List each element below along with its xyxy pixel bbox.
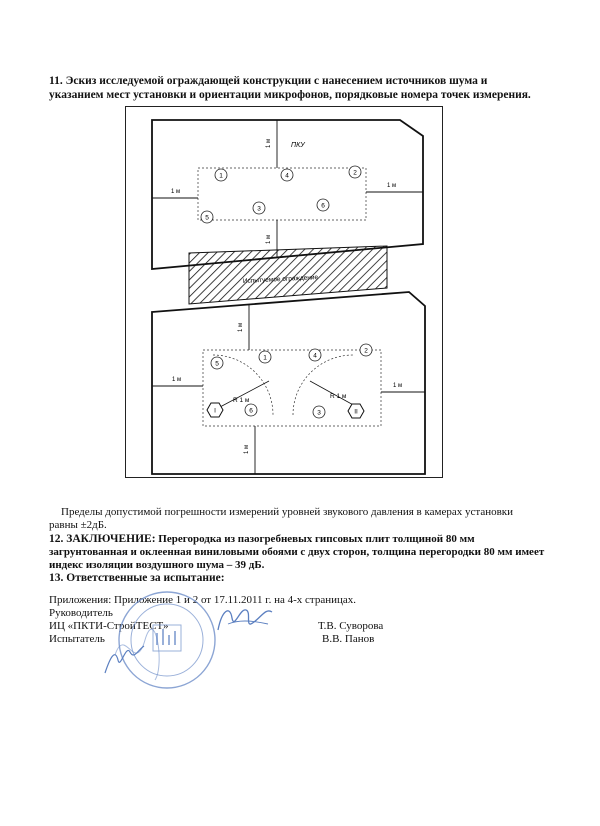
lower-mic-4 [309,349,321,361]
section-11-heading [49,74,559,102]
noise-source-1 [207,403,223,417]
upper-mic-2 [349,166,361,178]
lower-mic-5 [211,357,223,369]
dim-upper-right: 1 м [387,183,397,189]
svg-text:3: 3 [317,409,321,417]
appendix-line: Приложения: Приложение 1 и 2 от 17.11.2011 г. на 4-х страницах. [49,594,356,606]
dim-upper-left: 1 м [171,189,181,195]
radius-arc-right [293,352,353,415]
svg-text:6: 6 [321,202,325,210]
heading-line-2: указанием мест установки и ориентации микрофонов, порядковые номера точек измерения. [49,89,531,101]
upper-mic-5 [201,211,213,223]
tester-signature [100,638,150,678]
conclusion-line-2: загрунтованная и оклеенная виниловыми обоями с двух сторон, толщина перегородки 80 мм имеет [49,546,545,558]
error-note [49,506,554,532]
conclusion-lead: 12. ЗАКЛЮЧЕНИЕ: [49,533,156,545]
svg-text:5: 5 [215,360,219,368]
room-label: ПКУ [291,142,305,149]
construction-sketch [125,106,443,478]
head-signature [210,600,280,640]
tester-title: Испытатель [49,633,105,645]
org-name: ИЦ «ПКТИ-СтройТЕСТ» [49,620,169,632]
svg-text:1: 1 [263,354,267,362]
error-note-line-2: равны ±2дБ. [49,519,107,531]
lower-mic-2 [360,344,372,356]
partition-label: Испытуемое ограждение [242,274,319,285]
upper-mic-1 [215,169,227,181]
head-title: Руководитель [49,607,113,619]
conclusion [49,533,554,572]
svg-text:1: 1 [219,172,223,180]
svg-text:I: I [214,407,216,415]
svg-text:3: 3 [257,205,261,213]
dim-lower-right: 1 м [393,383,403,389]
lower-mic-1 [259,351,271,363]
dim-upper-bottom: 1 м [266,234,272,244]
error-note-line-1: Пределы допустимой погрешности измерений уровней звукового давления в камерах установки [61,506,514,518]
svg-text:2: 2 [353,169,357,177]
upper-mic-6 [317,199,329,211]
svg-text:4: 4 [313,352,317,360]
svg-text:2: 2 [364,347,368,355]
upper-mic-3 [253,202,265,214]
radius-label-left: R 1 м [233,397,250,404]
lower-mic-3 [313,406,325,418]
lower-mic-6 [245,404,257,416]
svg-text:II: II [354,408,358,416]
dim-upper-top: 1 м [266,138,272,148]
dim-lower-left: 1 м [172,377,182,383]
heading-line-1: 11. Эскиз исследуемой ограждающей конструкции с нанесением источников шума и [49,75,488,87]
lower-room [152,292,425,474]
dim-lower-bottom: 1 м [244,444,250,454]
head-name: Т.В. Суворова [318,620,384,632]
svg-text:4: 4 [285,172,289,180]
tester-name: В.В. Панов [322,633,375,645]
responsible-heading: 13. Ответственные за испытание: [49,572,225,584]
upper-mic-4 [281,169,293,181]
svg-text:6: 6 [249,407,253,415]
noise-source-2 [348,404,364,418]
conclusion-line-1: Перегородка из пазогребневых гипсовых плит толщиной 80 мм [158,533,475,545]
conclusion-line-3: индекс изоляции воздушного шума – 39 дБ. [49,559,265,571]
dim-lower-top: 1 м [238,322,244,332]
svg-text:5: 5 [205,214,209,222]
radius-label-right: R 1 м [330,393,347,400]
